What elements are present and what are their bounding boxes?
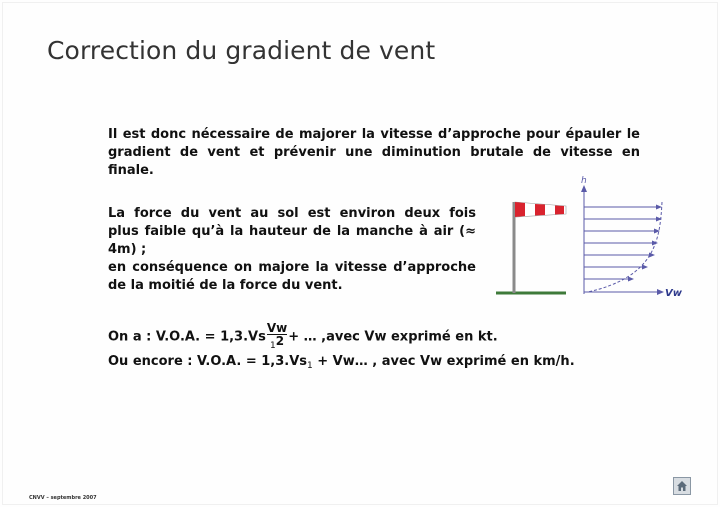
vw-axis-label: Vw [665,288,682,299]
formula-knots [108,322,498,352]
h-axis [581,185,587,294]
slide-title: Correction du gradient de vent [47,36,436,65]
paragraph-wind-force [108,205,476,295]
fraction-denominator-value: 2 [275,334,285,348]
windsock-icon [515,202,566,217]
fraction-denominator [267,334,287,352]
paragraph-line: en conséquence on majore la vitesse d’approche [108,260,476,275]
formula-subscript: 1 [307,361,313,371]
paragraph-line: La force du vent au sol est environ deux fois [108,206,476,221]
formula-subscript: 1 [269,341,276,351]
formula-suffix: + … ,avec Vw exprimé en kt. [288,329,498,345]
wind-gradient-diagram [494,172,694,300]
footer-credit: CNVV – septembre 2007 [29,495,97,501]
formula-prefix: Ou encore : V.O.A. = 1,3.Vs [108,354,307,369]
paragraph-line: 4m) ; [108,242,147,257]
wind-profile-arrows [584,205,662,282]
formula-kmh [108,354,575,371]
formula-suffix: + Vw… , avec Vw exprimé en km/h. [312,354,575,369]
fraction-numerator: Vw [266,321,288,335]
formula-fraction [267,322,287,352]
home-icon [676,480,688,492]
paragraph-line: plus faible qu’à la hauteur de la manche à air (≈ [108,224,476,239]
formula-prefix: On a : V.O.A. = 1,3.Vs [108,329,266,345]
home-button[interactable] [673,477,691,495]
paragraph-line: de la moitié de la force du vent. [108,278,343,293]
h-axis-label: h [581,176,587,186]
paragraph-approach-speed: Il est donc nécessaire de majorer la vitesse d’approche pour épauler le gradient de vent et prévenir une diminution brutale de vitesse en finale. [108,127,640,178]
